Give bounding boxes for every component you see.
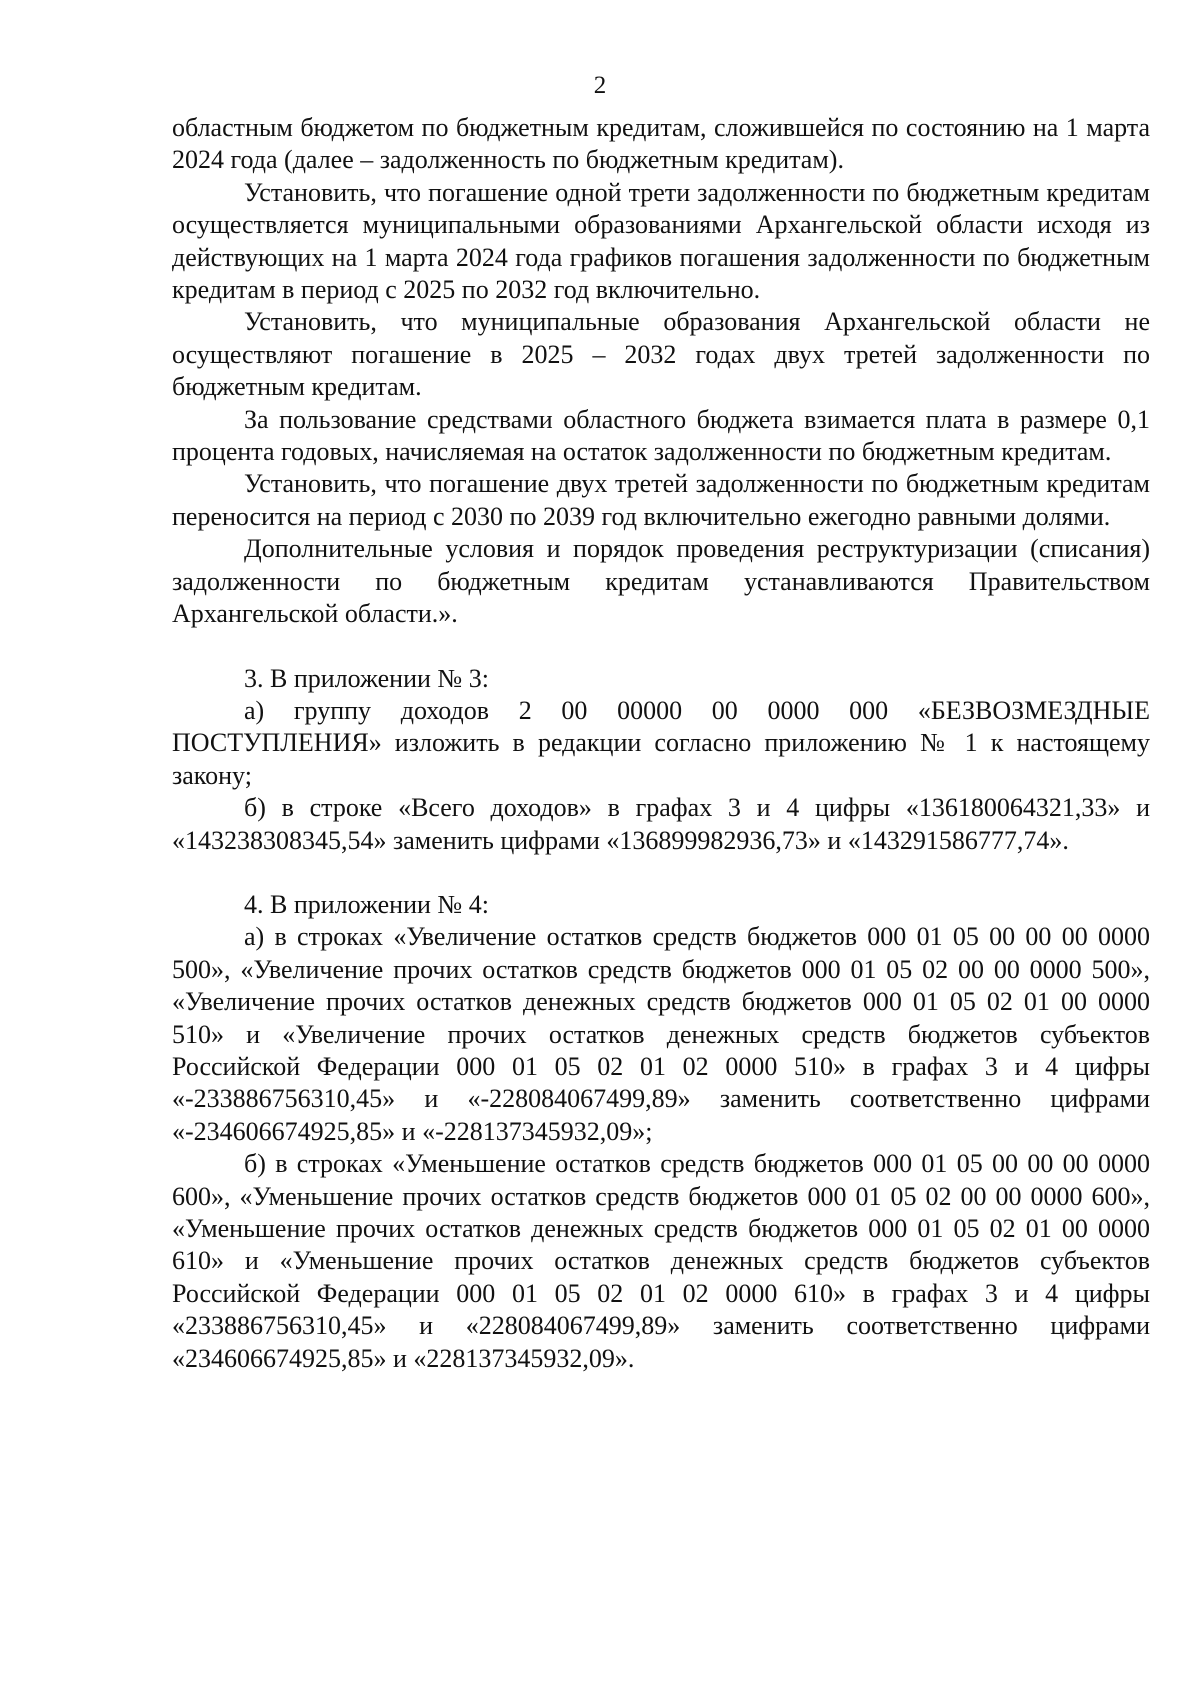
section-4-item-a: а) в строках «Увеличение остатков средств бюджетов 000 01 05 00 00 00 0000 500», «Увеличение прочих остатков средств бюджетов 000 01 05 02 00 00 0000 500», «Увеличение прочих остатков денежных средств бюджетов 000 01 05 02 01 00 0000 510» и «Увеличение прочих остатков денежных средств бюджетов субъектов Российской Федерации 000 01 05 02 01 02 0000 510» в графах 3 и 4 цифры «-233886756310,45» и «-228084067499,89» заменить соответственно цифрами «-234606674925,85» и «-228137345932,09»; (172, 922, 1150, 1146)
paragraph-deferral: Установить, что погашение двух третей задолженности по бюджетным кредитам переносится на период с 2030 по 2039 год включительно ежегодно равными долями. (172, 469, 1150, 531)
document-body (172, 112, 1150, 1375)
paragraph-additional-conditions: Дополнительные условия и порядок проведения реструктуризации (списания) задолженности по бюджетным кредитам устанавливаются Правительством Архангельской области.». (172, 534, 1150, 629)
paragraph-repayment-one-third: Установить, что погашение одной трети задолженности по бюджетным кредитам осуществляется муниципальными образованиями Архангельской области исходя из действующих на 1 марта 2024 года графиков погашения задолженности по бюджетным кредитам в период с 2025 по 2032 год включительно. (172, 177, 1150, 305)
section-3-item-b: б) в строке «Всего доходов» в графах 3 и 4 цифры «136180064321,33» и «143238308345,54» заменить цифрами «136899982936,73» и «143291586777,74». (172, 793, 1150, 855)
paragraph-fee: За пользование средствами областного бюджета взимается плата в размере 0,1 процента годовых, начисляемая на остаток задолженности по бюджетным кредитам. (172, 404, 1150, 467)
section-3-heading: 3. В приложении № 3: (244, 663, 489, 693)
section-4-heading: 4. В приложении № 4: (244, 889, 489, 919)
section-4-item-b: б) в строках «Уменьшение остатков средств бюджетов 000 01 05 00 00 00 0000 600», «Уменьшение прочих остатков средств бюджетов 000 01 05 02 00 00 0000 600», «Уменьшение прочих остатков денежных средств бюджетов 000 01 05 02 01 00 0000 610» и «Уменьшение прочих остатков денежных средств бюджетов субъектов Российской Федерации 000 01 05 02 01 02 0000 610» в графах 3 и 4 цифры «233886756310,45» и «228084067499,89» заменить соответственно цифрами «234606674925,85» и «228137345932,09». (172, 1149, 1150, 1373)
paragraph-no-repayment-two-thirds: Установить, что муниципальные образования Архангельской области не осуществляют погашение в 2025 – 2032 годах двух третей задолженности по бюджетным кредитам. (172, 307, 1150, 402)
page-number: 2 (593, 72, 607, 99)
paragraph-continuation: областным бюджетом по бюджетным кредитам, сложившейся по состоянию на 1 марта 2024 года (далее – задолженность по бюджетным кредитам). (172, 113, 1150, 175)
section-3-item-a: а) группу доходов 2 00 00000 00 0000 000 «БЕЗВОЗМЕЗДНЫЕ ПОСТУПЛЕНИЯ» изложить в редакции согласно приложению № 1 к настоящему закону; (172, 695, 1150, 790)
